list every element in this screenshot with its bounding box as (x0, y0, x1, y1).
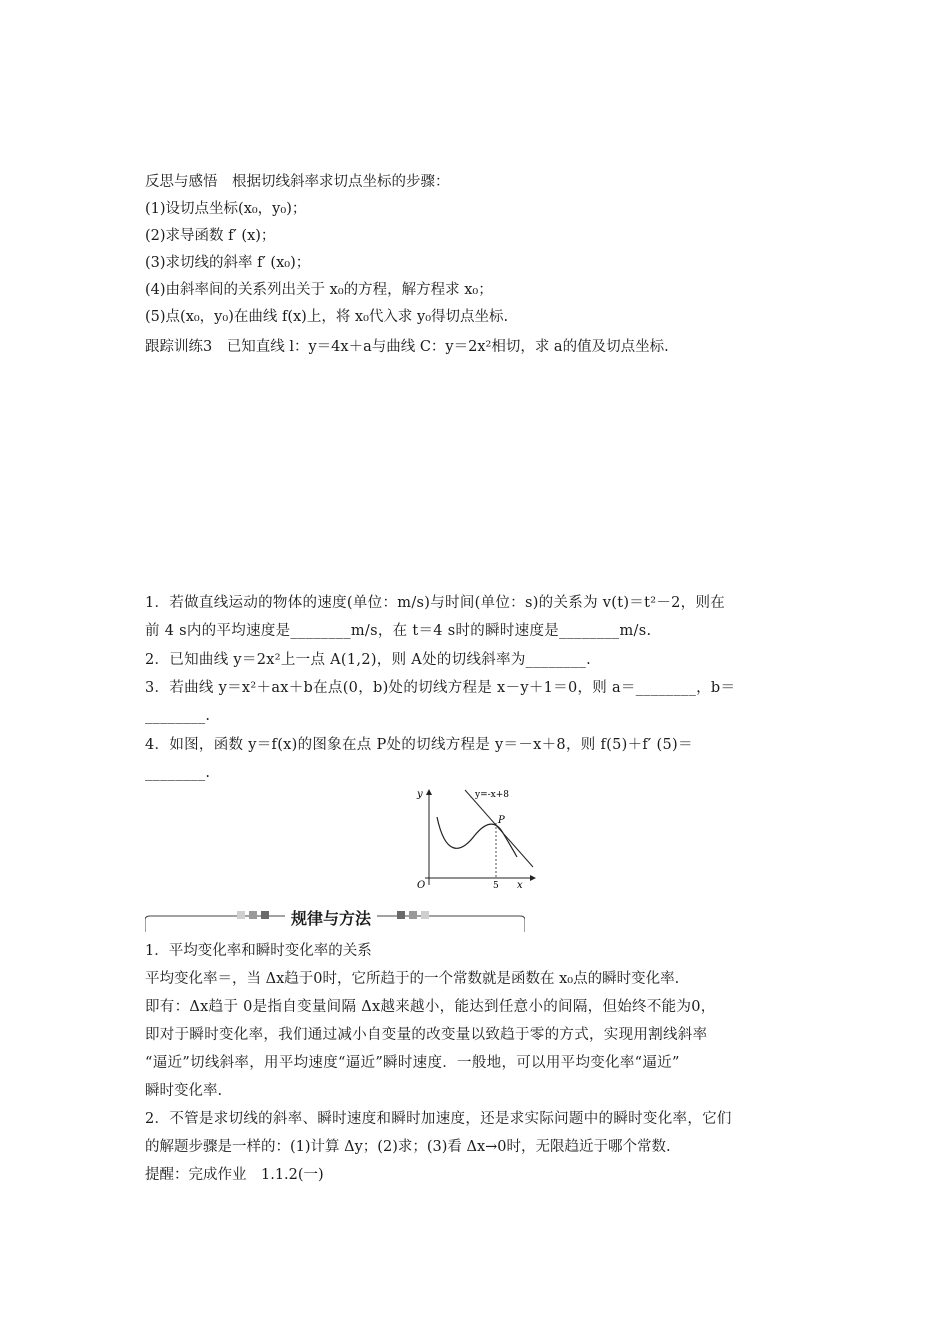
section-line-3: 即有：Δx趋于 0是指自变量间隔 Δx越来越小，能达到任意小的间隔，但始终不能为0， (145, 999, 716, 1015)
heading-square (409, 911, 417, 919)
reflection-step-4: (4)由斜率间的关系列出关于 x₀的方程，解方程求 x₀； (145, 282, 493, 298)
exercise-4-line-2: ________. (145, 765, 211, 781)
section-line-2: 平均变化率＝，当 Δx趋于0时，它所趋于的一个常数就是函数在 x₀点的瞬时变化率. (145, 971, 680, 987)
section-line-7: 2．不管是求切线的斜率、瞬时速度和瞬时加速度，还是求实际问题中的瞬时变化率，它们 (145, 1111, 732, 1127)
y-axis-arrow (426, 789, 432, 795)
section-line-1: 1．平均变化率和瞬时变化率的关系 (145, 943, 372, 959)
x-axis-label: x (517, 880, 523, 891)
point-p-label: P (498, 815, 505, 826)
reflection-step-5: (5)点(x₀，y₀)在曲线 f(x)上，将 x₀代入求 y₀得切点坐标. (145, 309, 509, 325)
tangent-label: y=-x+8 (475, 790, 510, 800)
heading-square (397, 911, 405, 919)
heading-square (237, 911, 245, 919)
reflection-title: 反思与感悟 根据切线斜率求切点坐标的步骤： (145, 174, 450, 190)
section-line-8: 的解题步骤是一样的：(1)计算 Δy；(2)求；(3)看 Δx→0时，无限趋近于哪个常数. (145, 1139, 671, 1155)
exercise-3-line-2: ________. (145, 708, 211, 724)
y-axis-label: y (417, 789, 423, 800)
exercise-3-line-1: 3．若曲线 y＝x²＋ax＋b在点(0，b)处的切线方程是 x－y＋1＝0，则 a＝________，b＝ (145, 680, 736, 696)
reflection-step-2: (2)求导函数 f′ (x)； (145, 228, 276, 244)
heading-square (249, 911, 257, 919)
heading-square (421, 911, 429, 919)
section-line-6: 瞬时变化率. (145, 1083, 223, 1099)
exercise-1-line-2: 前 4 s内的平均速度是________m/s，在 t＝4 s时的瞬时速度是________m/s. (145, 623, 652, 639)
reminder: 提醒：完成作业 1.1.2(一) (145, 1167, 324, 1183)
section-line-4: 即对于瞬时变化率，我们通过减小自变量的改变量以致趋于零的方式，实现用割线斜率 (145, 1027, 708, 1043)
section-line-5: “逼近”切线斜率，用平均速度“逼近”瞬时速度．一般地，可以用平均变化率“逼近” (145, 1055, 680, 1071)
tangent-line (465, 790, 533, 867)
reflection-step-3: (3)求切线的斜率 f′ (x₀)； (145, 255, 311, 271)
curve-f (437, 817, 517, 857)
section-heading (145, 906, 525, 934)
function-graph-figure (405, 785, 540, 893)
x-tick-label: 5 (493, 881, 499, 891)
exercise-4-line-1: 4．如图，函数 y＝f(x)的图象在点 P处的切线方程是 y＝－x＋8，则 f(5)＋f′ (5)＝ (145, 737, 693, 753)
exercise-1-line-1: 1．若做直线运动的物体的速度(单位：m/s)与时间(单位：s)的关系为 v(t)＝t²－2，则在 (145, 595, 726, 611)
x-axis-arrow (530, 875, 536, 881)
heading-square (261, 911, 269, 919)
origin-label: O (417, 880, 426, 891)
reflection-step-1: (1)设切点坐标(x₀，y₀)； (145, 201, 307, 217)
section-title: 规律与方法 (285, 906, 377, 929)
practice-3: 跟踪训练3 已知直线 l：y＝4x＋a与曲线 C：y＝2x²相切，求 a的值及切点坐标. (145, 339, 669, 355)
exercise-2: 2．已知曲线 y＝2x²上一点 A(1,2)，则 A处的切线斜率为________. (145, 652, 591, 668)
